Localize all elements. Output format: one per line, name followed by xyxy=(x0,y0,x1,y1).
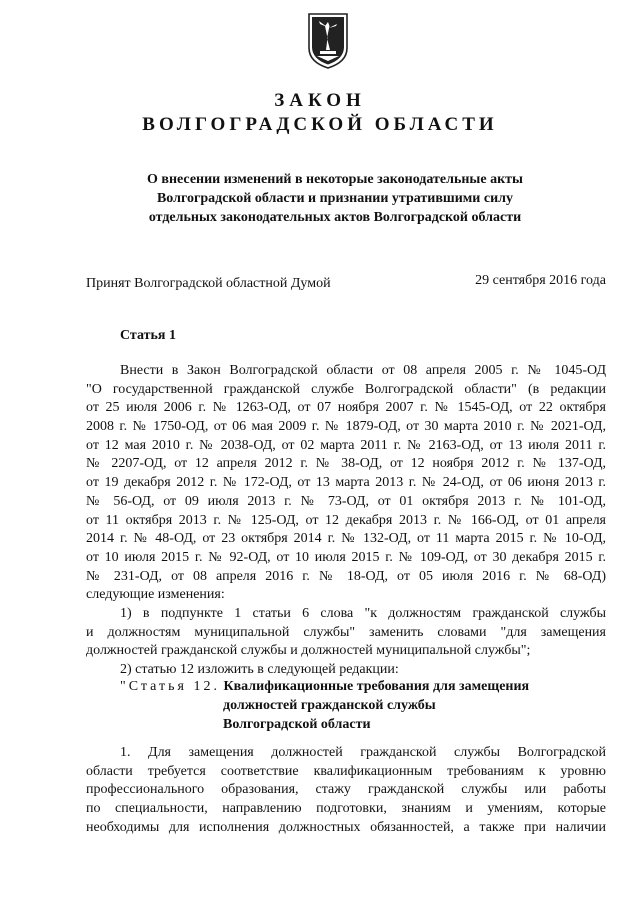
text-line: 1. Для замещения должностей гражданской службы Волгоградской xyxy=(120,745,606,760)
text-line: области требуется соответствие квалификационным требованиям к уровню xyxy=(86,763,606,779)
article-heading: Статья 1 xyxy=(120,328,176,343)
coat-of-arms-emblem-icon xyxy=(307,12,349,70)
subject-line: О внесении изменений в некоторые законодательные акты xyxy=(147,172,523,187)
text-line: и должностям муниципальной службы" заменить словами "для замещения xyxy=(86,624,606,640)
document-type-title: ЗАКОН xyxy=(274,90,366,111)
text-line: должностей гражданской службы и должностей муниципальной службы"; xyxy=(86,643,531,659)
text-line: № 231-ОД, от 08 апреля 2016 г. № 18-ОД, от 05 июля 2016 г. № 68-ОД) xyxy=(86,568,606,584)
text-line: № 56-ОД, от 09 июля 2013 г. № 73-ОД, от 01 октября 2013 г. № 101-ОД, xyxy=(86,493,606,509)
text-line: 2014 г. № 48-ОД, от 23 октября 2014 г. № 132-ОД, от 11 марта 2015 г. № 10-ОД, xyxy=(86,531,606,547)
new-article-heading xyxy=(120,677,529,734)
text-line: следующие изменения: xyxy=(86,587,225,603)
text-line: от 10 июля 2015 г. № 92-ОД, от 10 июля 2015 г. № 109-ОД, от 30 декабря 2015 г. xyxy=(86,549,606,565)
subject-line: отдельных законодательных актов Волгоградской области xyxy=(148,210,522,225)
new-article-label: "Статья 12. xyxy=(120,679,220,694)
adoption-date: 29 сентября 2016 года xyxy=(475,273,606,288)
new-article-title-line: Волгоградской области xyxy=(223,717,371,732)
text-line: Внести в Закон Волгоградской области от 08 апреля 2005 г. № 1045-ОД xyxy=(120,363,606,378)
new-article-paragraph xyxy=(86,744,606,837)
text-line: 2) статью 12 изложить в следующей редакции: xyxy=(120,662,399,677)
text-line: 1) в подпункте 1 статьи 6 слова "к должностям гражданской службы xyxy=(120,605,606,621)
text-line: № 2207-ОД, от 12 апреля 2012 г. № 38-ОД, от 12 ноября 2012 г. № 137-ОД, xyxy=(86,456,606,472)
new-article-title-line: должностей гражданской службы xyxy=(223,698,436,713)
text-line: необходимы для исполнения должностных обязанностей, а также при наличии xyxy=(86,819,606,835)
article-body xyxy=(86,362,606,680)
text-line: от 25 июля 2006 г. № 1263-ОД, от 07 ноября 2007 г. № 1545-ОД, от 22 октября xyxy=(86,400,606,416)
new-article-title: Квалификационные требования для замещения xyxy=(223,679,530,694)
text-line: "О государственной гражданской службе Волгоградской области" (в редакции xyxy=(86,381,606,397)
text-line: профессионального образования, стажу гражданской службы или работы xyxy=(86,782,606,798)
region-title: ВОЛГОГРАДСКОЙ ОБЛАСТИ xyxy=(142,114,498,135)
text-line: от 12 мая 2010 г. № 2038-ОД, от 02 марта 2011 г. № 2163-ОД, от 13 июля 2011 г. xyxy=(86,437,606,453)
adopted-by: Принят Волгоградской областной Думой xyxy=(86,276,331,291)
text-line: 2008 г. № 1750-ОД, от 06 мая 2009 г. № 1879-ОД, от 30 марта 2010 г. № 2021-ОД, xyxy=(86,419,606,435)
law-subject xyxy=(40,170,630,227)
text-line: по специальности, направлению подготовки, знаниям и умениям, которые xyxy=(86,801,606,817)
text-line: от 11 октября 2013 г. № 125-ОД, от 12 декабря 2013 г. № 166-ОД, от 01 апреля xyxy=(86,512,606,528)
subject-line: Волгоградской области и признании утратившими силу xyxy=(156,191,514,206)
text-line: от 19 декабря 2012 г. № 172-ОД, от 13 марта 2013 г. № 24-ОД, от 06 июня 2013 г. xyxy=(86,475,606,491)
